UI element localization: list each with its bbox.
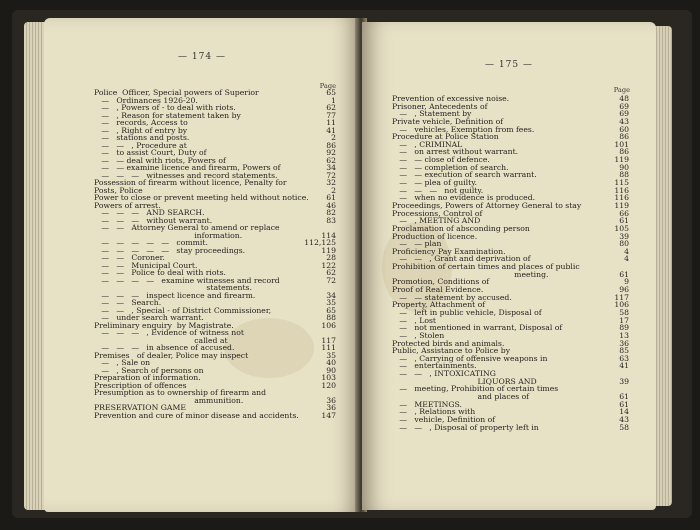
index-entry-text: Posts, Police — [94, 185, 143, 195]
index-entry-page: 1 — [331, 95, 336, 105]
index-entry-text: and places of — [392, 391, 530, 401]
index-entry-page: 43 — [619, 116, 629, 126]
index-entry-page: 120 — [321, 380, 336, 390]
index-entry-text: — — , Procedure at — [94, 140, 187, 150]
index-entry-page: 85 — [619, 346, 629, 356]
index-entry-page: 40 — [326, 358, 336, 367]
index-entry-page: 11 — [326, 118, 336, 127]
index-entry-text: — vehicles, Exemption from fees. — [392, 124, 535, 134]
index-entry-page: 90 — [326, 365, 336, 375]
index-entry-text: Processions, Control of — [392, 208, 483, 218]
index-entry-page: 34 — [326, 290, 336, 300]
index-entry-page: 116 — [614, 185, 629, 195]
index-entry-text: Prescription of offences — [94, 380, 187, 390]
index-entry-page: 39 — [619, 376, 629, 386]
index-entry-text: — — close of defence. — [392, 155, 490, 165]
index-entry-page: 111 — [321, 343, 336, 352]
index-entry-page: 4 — [624, 254, 629, 264]
index-entry-page: 2 — [331, 133, 336, 142]
index-entry-text: Preparation of information. — [94, 373, 201, 382]
index-entry-page: 62 — [326, 268, 336, 277]
index-entry-text: — — , Disposal of property left in — [392, 422, 539, 432]
left-page-column-header: Page — [319, 82, 336, 90]
index-entry-text: — — execution of search warrant. — [392, 170, 537, 180]
index-entry-page: 28 — [326, 253, 336, 262]
index-entry-text: — , Stolen — [392, 330, 445, 340]
index-entry-text: Prisoner, Antecedents of — [392, 101, 488, 111]
index-entry-text: called at — [94, 335, 228, 345]
index-entry-page: 117 — [614, 292, 629, 302]
index-entry-page: 61 — [326, 193, 336, 202]
index-entry-text: — , Reason for statement taken by — [94, 110, 241, 120]
index-entry-text: — — examine licence and firearm, Powers of — [94, 163, 281, 172]
index-entry-page: 4 — [624, 246, 629, 256]
index-entry-page: 61 — [619, 399, 629, 409]
index-entry-page: 119 — [321, 245, 336, 255]
index-entry-page: 88 — [326, 313, 336, 322]
index-entry-text: — — — — — stay proceedings. — [94, 245, 246, 255]
index-entry-text: Power to close or prevent meeting held without notice. — [94, 193, 309, 202]
index-entry-page: 83 — [326, 215, 336, 225]
index-entry-page: 115 — [614, 178, 629, 188]
index-entry-page: 63 — [619, 353, 629, 363]
index-entry-text: — not mentioned in warrant, Disposal of — [392, 323, 563, 333]
index-entry-text: — , CRIMINAL — [392, 139, 463, 149]
left-index-list — [94, 89, 336, 419]
index-entry-page: 112,125 — [304, 238, 336, 247]
index-entry-page: 82 — [326, 208, 336, 217]
index-entry-text: Powers of arrest. — [94, 200, 161, 210]
index-entry-text: Premises of dealer, Police may inspect — [94, 350, 249, 360]
index-entry-page: 80 — [619, 239, 629, 249]
index-entry-text: — — — witnesses and record statements. — [94, 170, 278, 180]
index-entry-page: 88 — [619, 170, 629, 180]
index-entry-page: 61 — [619, 216, 629, 226]
index-entry-page: 114 — [321, 230, 336, 240]
index-entry-page: 69 — [619, 101, 629, 111]
index-entry-text: Production of licence. — [392, 231, 478, 241]
right-page-column-header: Page — [613, 86, 630, 94]
index-entry-page: 35 — [326, 298, 336, 307]
index-entry-page: 116 — [614, 193, 629, 203]
index-entry-page: 106 — [614, 300, 629, 310]
index-entry-text: — on arrest without warrant. — [392, 147, 519, 157]
index-entry-text: Possession of firearm without licence, Penalty for — [94, 178, 287, 187]
index-entry-text: — Ordinances 1926-20. — [94, 95, 198, 105]
index-entry-text: Property, Attachment of — [392, 300, 486, 310]
index-entry-page: 103 — [321, 373, 336, 382]
index-entry-text: — — — — examine witnesses and record — [94, 275, 280, 285]
index-entry-text: — — completion of search. — [392, 162, 509, 172]
index-entry-text: — — , Grant and deprivation of — [392, 254, 531, 264]
index-entry-text: — , Lost — [392, 315, 437, 325]
index-entry-page: 147 — [321, 410, 336, 420]
index-entry-text: Proof of Real Evidence. — [392, 285, 484, 295]
right-index-list — [392, 95, 629, 431]
index-entry-text: Presumption as to ownership of firearm and — [94, 388, 267, 397]
index-entry-page: 36 — [326, 403, 336, 412]
index-entry-page: 62 — [326, 155, 336, 165]
index-entry-text: statements. — [94, 283, 252, 292]
index-entry-text: Promotion, Conditions of — [392, 277, 490, 287]
index-entry-page: 77 — [326, 110, 336, 120]
index-entry-text: — — — , Evidence of witness not — [94, 328, 244, 337]
index-entry-page: 101 — [614, 139, 629, 149]
index-entry-page: 89 — [619, 323, 629, 333]
index-entry-text: — — Municipal Court. — [94, 260, 198, 270]
index-entry-page: 2 — [331, 185, 336, 195]
index-entry-text: — , Right of entry by — [94, 125, 188, 135]
index-entry-text: — meeting, Prohibition of certain times — [392, 384, 559, 394]
index-entry-page: 66 — [619, 208, 629, 218]
index-entry-page: 61 — [619, 269, 629, 279]
index-entry-page: 13 — [619, 330, 629, 340]
index-entry-page: 41 — [326, 125, 336, 135]
index-entry-text: Protected birds and animals. — [392, 338, 505, 348]
index-entry-text: — — , INTOXICATING — [392, 369, 496, 379]
index-entry-page: 117 — [321, 335, 336, 345]
index-entry-text: — stations and posts. — [94, 133, 190, 142]
index-entry-page: 14 — [619, 407, 629, 417]
index-entry-text: information. — [94, 230, 243, 240]
index-entry-text: — — Attorney General to amend or replace — [94, 223, 280, 232]
index-entry-page: 96 — [619, 285, 629, 295]
index-entry-text: — — — AND SEARCH. — [94, 208, 205, 217]
index-entry-page: 41 — [619, 361, 629, 371]
index-entry-text: — , Search of persons on — [94, 365, 204, 375]
index-entry-page: 90 — [619, 162, 629, 172]
index-entry-text: — — — inspect licence and firearm. — [94, 290, 256, 300]
index-entry-text: ammunition. — [94, 395, 244, 405]
index-entry-text: Prevention and cure of minor disease and accidents. — [94, 410, 299, 420]
index-entry-text: — — Coroner. — [94, 253, 165, 262]
index-entry-text: Procedure at Police Station — [392, 132, 499, 142]
index-entry-page: 92 — [326, 148, 336, 157]
index-entry-page: 60 — [619, 124, 629, 134]
index-entry-page: 58 — [619, 307, 629, 317]
index-entry-page: 65 — [326, 305, 336, 315]
index-entry-page: 17 — [619, 315, 629, 325]
index-entry-page: 36 — [619, 338, 629, 348]
index-entry-page: 34 — [326, 163, 336, 172]
index-entry-text: — , MEETING AND — [392, 216, 481, 226]
index-entry-text: Police Officer, Special powers of Superior — [94, 88, 259, 97]
index-entry-page: 36 — [326, 395, 336, 405]
index-entry-text: PRESERVATION GAME — [94, 403, 186, 412]
index-entry — [392, 424, 629, 432]
index-entry-text: — , Sale on — [94, 358, 151, 367]
index-entry-text: Proclamation of absconding person — [392, 223, 530, 233]
index-entry-page: 86 — [326, 140, 336, 150]
left-page-number: — 174 — — [178, 52, 226, 62]
index-entry-text: — — — not guilty. — [392, 185, 484, 195]
index-entry-page: 119 — [614, 155, 629, 165]
right-page — [362, 22, 656, 510]
index-entry-text: Private vehicle, Definition of — [392, 116, 504, 126]
index-entry-text: Prevention of excessive noise. — [392, 94, 510, 103]
index-entry-page: 72 — [326, 170, 336, 180]
index-entry-text: — — statement by accused. — [392, 292, 512, 302]
index-entry-text: — — — in absence of accused. — [94, 343, 235, 352]
index-entry-page: 72 — [326, 275, 336, 285]
index-entry-text: — entertainments. — [392, 361, 477, 371]
index-entry-text: — MEETINGS. — [392, 399, 462, 409]
index-entry-text: Preliminary enquiry by Magistrate. — [94, 320, 234, 330]
index-entry-page: 9 — [624, 277, 629, 287]
index-entry-text: LIQUORS AND — [392, 376, 537, 386]
index-entry — [94, 412, 336, 420]
index-entry-page: 105 — [614, 223, 629, 233]
index-entry-page: 46 — [326, 200, 336, 210]
index-entry-text: — , Relations with — [392, 407, 476, 417]
index-entry-text: — to assist Court, Duty of — [94, 148, 207, 157]
index-entry-page: 122 — [321, 260, 336, 270]
index-entry-text: Prohibition of certain times and places of public — [392, 262, 580, 272]
index-entry-page: 58 — [619, 422, 629, 432]
index-entry-text: — under search warrant. — [94, 313, 204, 322]
index-entry-text: — — , Special - of District Commissioner, — [94, 305, 272, 315]
index-entry-text: — left in public vehicle, Disposal of — [392, 307, 542, 317]
page-edges-left — [24, 22, 46, 510]
index-entry-text: — — plea of guilty. — [392, 178, 477, 188]
index-entry-text: — — plan — [392, 239, 442, 249]
index-entry-text: — — Search. — [94, 298, 162, 307]
index-entry-text: Public, Assistance to Police by — [392, 346, 511, 356]
index-entry-page: 119 — [614, 200, 629, 210]
index-entry-text: — , Statement by — [392, 109, 472, 119]
index-entry-text: Proceedings, Powers of Attorney General to stay — [392, 200, 582, 210]
index-entry-text: — — — — — commit. — [94, 238, 208, 247]
index-entry-text: — — Police to deal with riots. — [94, 268, 226, 277]
index-entry-page: 35 — [326, 350, 336, 360]
index-entry-text: — records, Access to — [94, 118, 188, 127]
index-entry-page: 32 — [326, 178, 336, 187]
index-entry-page: 65 — [326, 88, 336, 97]
index-entry-text: — , Powers of - to deal with riots. — [94, 103, 236, 112]
index-entry-page: 86 — [619, 147, 629, 157]
index-entry-page: 69 — [619, 109, 629, 119]
index-entry-page: 62 — [326, 103, 336, 112]
index-entry-page: 48 — [619, 94, 629, 103]
index-entry-page: 106 — [321, 320, 336, 330]
index-entry-text: — , Carrying of offensive weapons in — [392, 353, 548, 363]
index-entry-text: meeting. — [392, 269, 549, 279]
right-page-number: — 175 — — [485, 60, 533, 70]
index-entry-page: 61 — [619, 391, 629, 401]
index-entry-page: 39 — [619, 231, 629, 241]
index-entry-text: Proficiency Pay Examination. — [392, 246, 506, 256]
left-page — [44, 18, 360, 512]
index-entry-text: — vehicle, Definition of — [392, 414, 496, 424]
index-entry-page: 43 — [619, 414, 629, 424]
index-entry-text: — when no evidence is produced. — [392, 193, 536, 203]
index-entry-text: — — — without warrant. — [94, 215, 213, 225]
index-entry-text: — — deal with riots, Powers of — [94, 155, 226, 165]
index-entry-page: 86 — [619, 132, 629, 142]
